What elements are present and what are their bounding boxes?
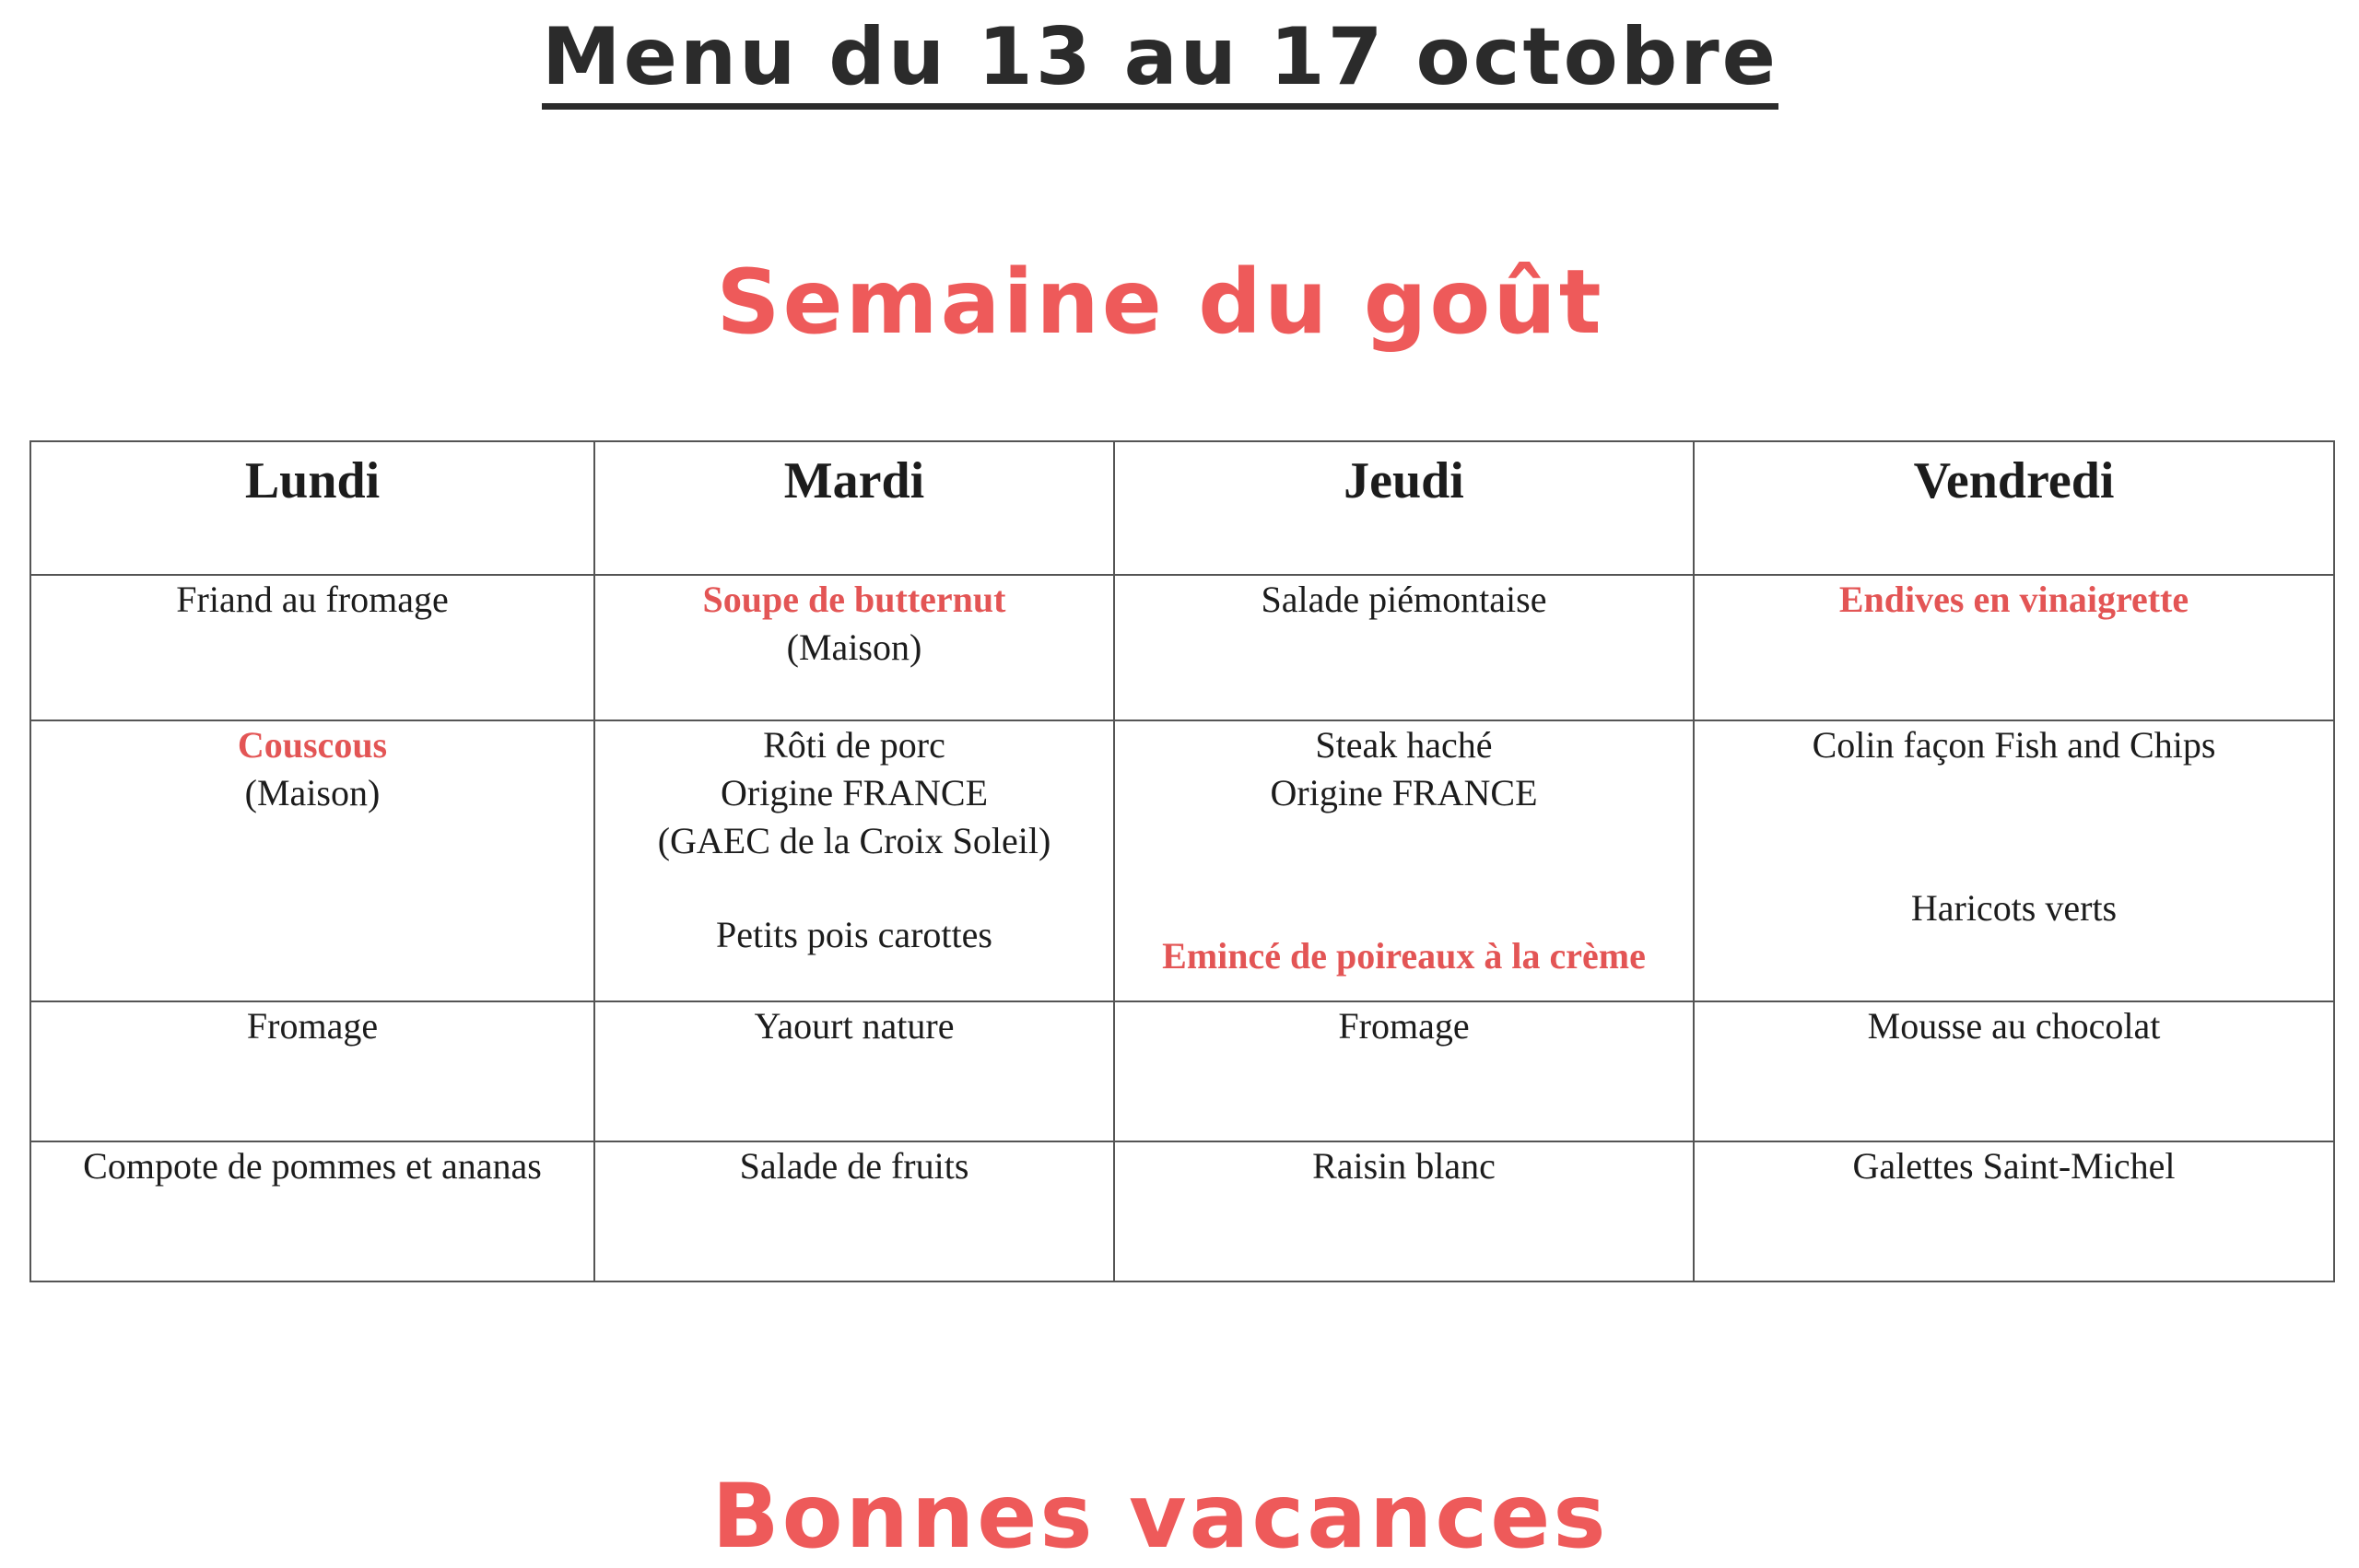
page-title-text: Menu du 13 au 17 octobre	[542, 11, 1778, 110]
cell-fromage-jeudi	[1114, 1001, 1694, 1141]
dish-note: (Maison)	[786, 626, 922, 668]
dish-label: Colin façon Fish and Chips	[1812, 724, 2216, 766]
dish-label: Raisin blanc	[1312, 1145, 1496, 1187]
side-dish: Petits pois carottes	[716, 914, 992, 955]
page-subtitle: Semaine du goût	[716, 251, 1604, 354]
cell-entree-vendredi	[1694, 575, 2334, 720]
day-header-vendredi: Vendredi	[1694, 441, 2334, 575]
dish-label: Fromage	[1338, 1005, 1470, 1047]
dish-label-highlight: Soupe de butternut	[702, 579, 1006, 620]
day-header-jeudi: Jeudi	[1114, 441, 1694, 575]
table-header-row	[30, 441, 2334, 575]
dish-label: Yaourt nature	[754, 1005, 955, 1047]
table-row-entree	[30, 575, 2334, 720]
dish-producer: (GAEC de la Croix Soleil)	[657, 820, 1051, 861]
cell-plat-mardi	[594, 720, 1114, 1001]
dish-note: (Maison)	[244, 772, 381, 813]
cell-entree-mardi	[594, 575, 1114, 720]
dish-origin: Origine FRANCE	[721, 772, 988, 813]
table-row-plat	[30, 720, 2334, 1001]
cell-dessert-jeudi	[1114, 1141, 1694, 1281]
day-header-lundi: Lundi	[30, 441, 594, 575]
menu-table	[29, 440, 2335, 1282]
cell-dessert-mardi	[594, 1141, 1114, 1281]
cell-entree-lundi	[30, 575, 594, 720]
cell-dessert-lundi	[30, 1141, 594, 1281]
dish-label: Rôti de porc	[763, 724, 945, 766]
dish-label: Galettes Saint-Michel	[1852, 1145, 2176, 1187]
cell-fromage-lundi	[30, 1001, 594, 1141]
dish-label: Salade piémontaise	[1261, 579, 1547, 620]
cell-plat-vendredi	[1694, 720, 2334, 1001]
day-header-mardi: Mardi	[594, 441, 1114, 575]
dish-label: Salade de fruits	[739, 1145, 969, 1187]
dish-label: Steak haché	[1315, 724, 1493, 766]
table-row-dessert	[30, 1141, 2334, 1281]
cell-fromage-vendredi	[1694, 1001, 2334, 1141]
dish-label: Fromage	[246, 1005, 379, 1047]
side-dish: Haricots verts	[1910, 887, 2118, 929]
table-row-fromage	[30, 1001, 2334, 1141]
dish-label: Compote de pommes et ananas	[83, 1145, 542, 1187]
closing-message: Bonnes vacances	[711, 1465, 1609, 1568]
dish-label-highlight: Couscous	[237, 724, 388, 766]
cell-plat-lundi	[30, 720, 594, 1001]
page-title	[0, 11, 2320, 103]
dish-origin: Origine FRANCE	[1270, 772, 1538, 813]
dish-label: Mousse au chocolat	[1867, 1005, 2161, 1047]
dish-label-highlight: Endives en vinaigrette	[1838, 579, 2189, 620]
cell-fromage-mardi	[594, 1001, 1114, 1141]
cell-entree-jeudi	[1114, 575, 1694, 720]
cell-plat-jeudi	[1114, 720, 1694, 1001]
dish-label: Friand au fromage	[176, 579, 449, 620]
cell-dessert-vendredi	[1694, 1141, 2334, 1281]
side-dish-highlight: Emincé de poireaux à la crème	[1162, 935, 1646, 977]
